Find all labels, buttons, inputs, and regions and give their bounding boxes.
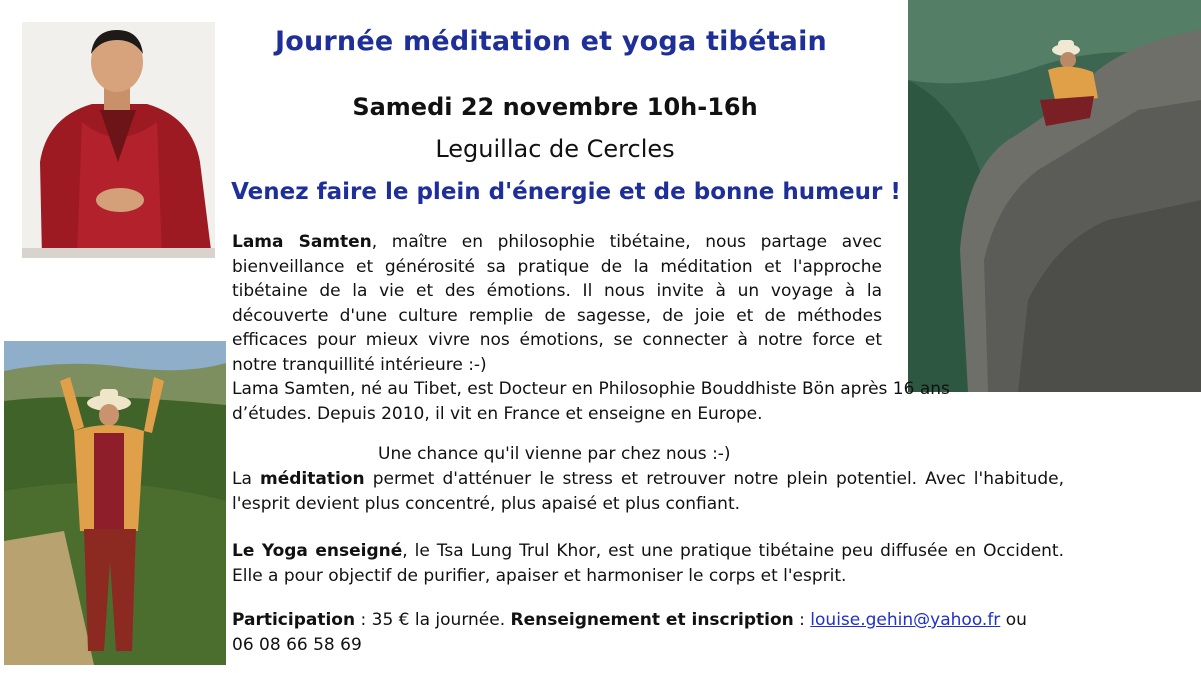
contact-or: ou [1000, 610, 1027, 630]
participation-paragraph [232, 608, 1064, 657]
lama-portrait-illustration [22, 22, 215, 258]
event-tagline: Venez faire le plein d'énergie et de bonne humeur ! [231, 179, 901, 205]
event-date: Samedi 22 novembre 10h-16h [352, 93, 758, 121]
yoga-keyword: Le Yoga enseigné [232, 541, 403, 561]
chance-line: Une chance qu'il vienne par chez nous :-) [378, 444, 731, 464]
intro-paragraph [232, 230, 882, 377]
cliff-illustration [908, 0, 1201, 392]
contact-label: Renseignement et inscription [510, 610, 794, 630]
meditation-prefix: La [232, 469, 261, 489]
contact-separator: : [793, 610, 811, 630]
lama-portrait-photo [22, 22, 215, 258]
participation-label: Participation [232, 610, 356, 630]
event-location: Leguillac de Cercles [435, 135, 675, 163]
event-title: Journée méditation et yoga tibétain [275, 26, 827, 57]
meditation-paragraph [232, 467, 1064, 516]
yoga-paragraph [232, 539, 1064, 588]
hiker-illustration [4, 341, 226, 665]
meditation-keyword: méditation [260, 469, 365, 489]
email-link[interactable]: louise.gehin@yahoo.fr [810, 610, 1001, 630]
bio-paragraph: Lama Samten, né au Tibet, est Docteur en Philosophie Bouddhiste Bön après 16 ans d’études. Depuis 2010, il vit en France et enseigne en Europe. [232, 379, 950, 424]
participation-price: : 35 € la journée. [355, 610, 511, 630]
meditation-text: permet d'atténuer le stress et retrouver notre plein potentiel. Avec l'habitude, l'esprit devient plus concentré, plus apaisé et plus confiant. [232, 469, 1064, 514]
monk-on-cliff-photo [908, 0, 1201, 392]
intro-text: , maître en philosophie tibétaine, nous partage avec bienveillance et générosité sa pratique de la méditation et l'approche tibétaine de la vie et des émotions. Il nous invite à un voyage à la découverte d'une culture remplie de sagesse, de joie et de méthodes efficaces pour mieux vivre nos émotions, se connecter à notre force et notre tranquillité intérieure :-) [232, 232, 882, 375]
phone-number: 06 08 66 58 69 [232, 634, 362, 655]
teacher-name: Lama Samten [232, 232, 372, 252]
hiker-mountain-photo [4, 341, 226, 665]
yoga-text: , le Tsa Lung Trul Khor, est une pratique tibétaine peu diffusée en Occident. Elle a pour objectif de purifier, apaiser et harmoniser le corps et l'esprit. [232, 541, 1064, 586]
